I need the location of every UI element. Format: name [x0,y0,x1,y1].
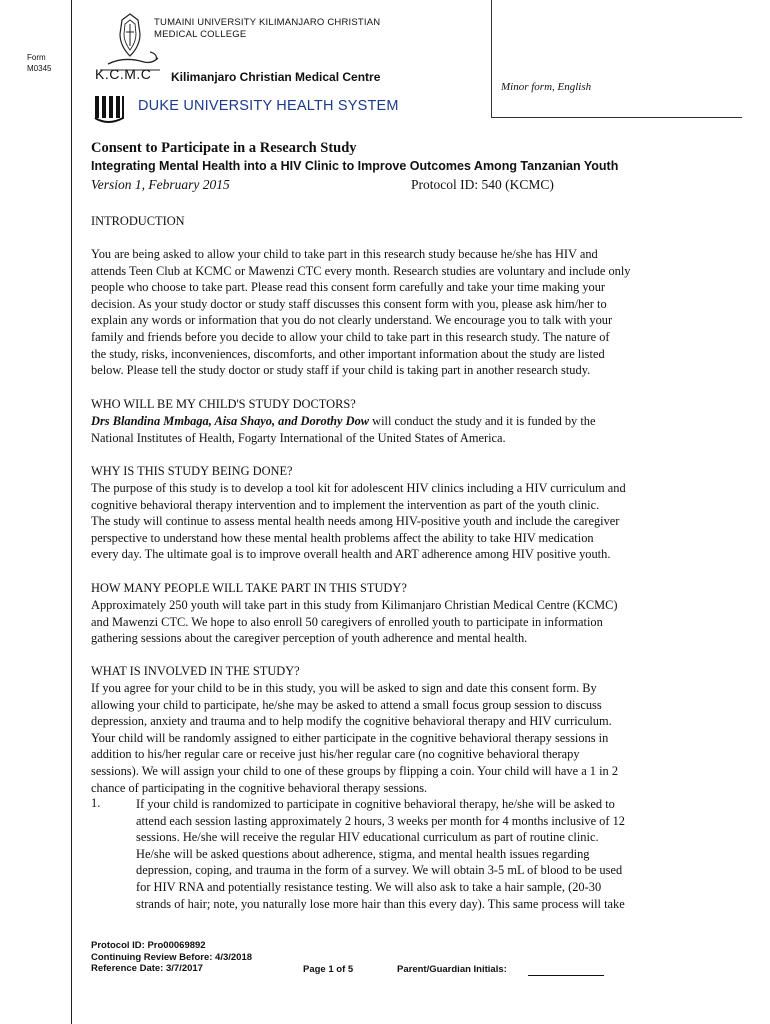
list-item [136,796,722,912]
list-item-line: for HIV RNA and potentially resistance testing. We will also ask to take a hair sample, (20-30 [136,879,602,894]
form-code [27,52,51,74]
intro-line: family and friends before you decide to allow your child to take part in this research study. The nature of [91,329,610,344]
minor-form-label: Minor form, English [501,81,592,93]
doctors-line-1 [91,413,721,430]
initials-field[interactable] [528,975,604,976]
how-many-line: gathering sessions about the caregiver perception of youth adherence and mental health. [91,631,528,646]
introduction-body [91,246,721,379]
how-many-body [91,597,721,647]
why-line: The study will continue to assess mental health needs among HIV-positive youth and include the caregiver [91,514,620,529]
involved-heading: WHAT IS INVOLVED IN THE STUDY? [91,664,300,678]
list-item-number: 1. [91,796,101,810]
intro-line: decision. As your study doctor or study staff discusses this consent form with you, please ask him/her to [91,296,607,311]
introduction-heading: INTRODUCTION [91,214,185,228]
why-line: cognitive behavioral therapy intervention and to implement the intervention as part of the youth clinic. [91,497,600,512]
kcmc-full-name: Kilimanjaro Christian Medical Centre [171,70,381,84]
intro-line: the study, risks, inconveniences, discomforts, and other important information about the study are listed [91,346,605,361]
involved-line: chance of participating in the cognitive behavioral therapy sessions. [91,780,428,795]
involved-line: depression, anxiety and trauma and to help modify the cognitive behavioral therapy and HIV curriculum. [91,714,612,729]
protocol-id: Protocol ID: 540 (KCMC) [411,177,554,192]
involved-line: If you agree for your child to be in this study, you will be asked to sign and date this consent form. By [91,681,597,695]
list-item-line: strands of hair; note, you naturally lose more hair than this every day). This same process will take [136,896,625,911]
doctors-heading: WHO WILL BE MY CHILD'S STUDY DOCTORS? [91,397,356,411]
involved-line: Your child will be randomly assigned to either participate in the cognitive behavioral therapy sessions in [91,730,609,745]
intro-line: attends Teen Club at KCMC or Mawenzi CTC every month. Research studies are voluntary and include only [91,263,631,278]
involved-line: sessions). We will assign your child to one of these groups by flipping a coin. Your child will have a 1 in 2 [91,763,619,778]
form-number: M0345 [27,64,52,73]
form-label: Form [27,53,46,62]
university-name [154,17,414,41]
minor-form-box-left-border [491,0,492,118]
intro-line: people who choose to take part. Please read this consent form carefully and take your time making your [91,280,606,295]
university-line-2: MEDICAL COLLEGE [154,29,247,40]
doctors-line-1-rest: will conduct the study and it is funded by the [369,414,596,428]
duke-shield-icon [93,94,127,124]
doctors-body [91,413,721,446]
minor-form-box-bottom-border [491,117,742,118]
why-heading: WHY IS THIS STUDY BEING DONE? [91,464,293,478]
intro-line: below. Please tell the study doctor or study staff if your child is taking part in another research study. [91,363,591,378]
list-item-line: depression, coping, and trauma in the form of a survey. We will obtain 3-5 mL of blood to be used [136,863,623,878]
involved-line: addition to his/her regular care or receive just his/her regular care (no cognitive behavioral therapy [91,747,580,762]
footer-reference-date: Reference Date: 3/7/2017 [91,963,203,974]
why-line: The purpose of this study is to develop a tool kit for adolescent HIV clinics including a HIV curriculum and [91,481,626,495]
intro-line [91,246,721,263]
why-line: perspective to understand how these mental health problems affect the ability to take HIV medication [91,530,594,545]
involved-line: allowing your child to participate, he/she may be asked to attend a small focus group session to discuss [91,697,602,712]
version-label: Version 1, February 2015 [91,177,230,192]
involved-body [91,680,721,796]
kcmc-abbreviation: K.C.M.C [95,66,152,82]
why-body [91,480,721,563]
page-number: Page 1 of 5 [303,964,354,975]
study-subtitle: Integrating Mental Health into a HIV Clinic to Improve Outcomes Among Tanzanian Youth [91,159,619,173]
why-line: every day. The ultimate goal is to improve overall health and ART adherence among HIV positive youth. [91,547,611,562]
list-item-line: attend each session lasting approximately 2 hours, 3 weeks per month for 4 months inclusive of 12 [136,813,625,828]
left-margin-rule [71,0,72,1024]
page-title: Consent to Participate in a Research Study [91,140,357,156]
intro-line: explain any words or information that you do not clearly understand. We encourage you to talk with your [91,313,613,328]
duke-university-name: DUKE UNIVERSITY HEALTH SYSTEM [138,98,399,114]
footer-continuing-review: Continuing Review Before: 4/3/2018 [91,951,253,963]
university-line-1: TUMAINI UNIVERSITY KILIMANJARO CHRISTIAN [154,17,381,28]
how-many-line: and Mawenzi CTC. We hope to also enroll 50 caregivers of enrolled youth to participate in information [91,614,603,629]
initials-label: Parent/Guardian Initials: [397,964,507,975]
list-item-line: sessions. He/she will receive the regular HIV educational curriculum as part of routine clinic. [136,830,599,845]
footer-protocol-block [91,940,252,975]
how-many-heading: HOW MANY PEOPLE WILL TAKE PART IN THIS STUDY? [91,581,407,595]
doctor-names: Drs Blandina Mmbaga, Aisa Shayo, and Dorothy Dow [91,414,370,428]
intro-line-text: You are being asked to allow your child to take part in this research study because he/she has HIV and [91,247,598,261]
how-many-line: Approximately 250 youth will take part in this study from Kilimanjaro Christian Medical Centre (KCMC) [91,598,618,612]
doctors-line-2: National Institutes of Health, Fogarty International of the United States of America. [91,430,506,445]
list-item-line: He/she will be asked questions about adherence, stigma, and mental health issues regarding [136,846,590,861]
list-item-line: If your child is randomized to participate in cognitive behavioral therapy, he/she will be asked to [136,797,615,811]
footer-protocol-id: Protocol ID: Pro00069892 [91,940,206,951]
